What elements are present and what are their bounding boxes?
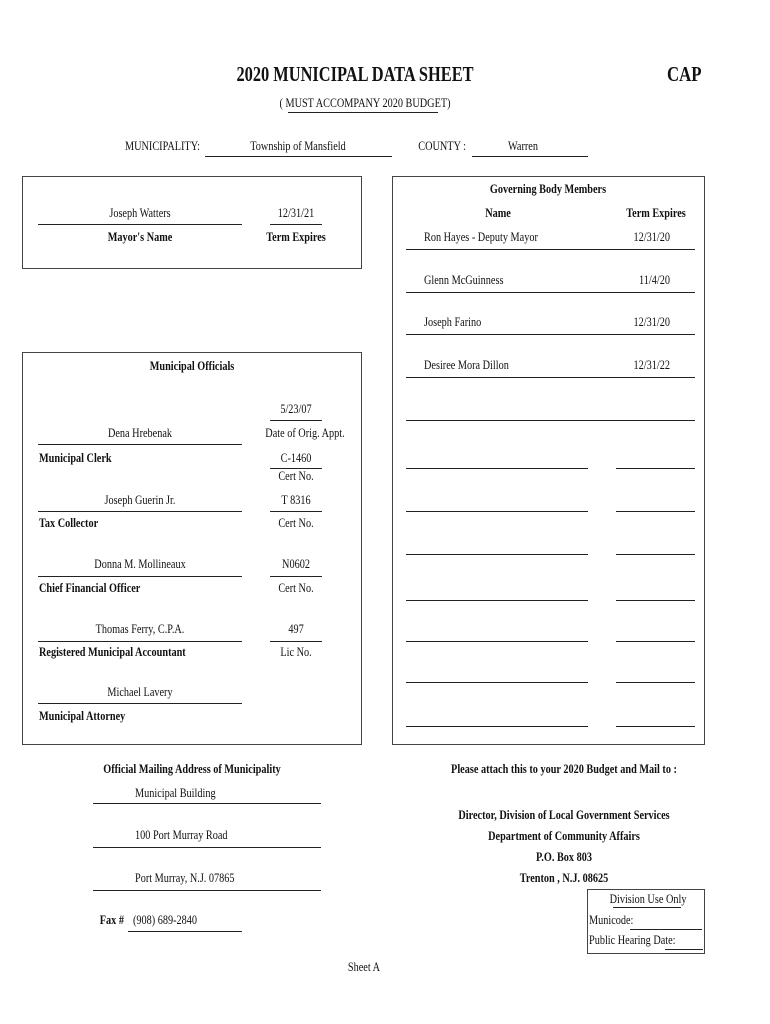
- municipality-value: Township of Mansfield: [250, 139, 346, 153]
- sheet-label: Sheet A: [347, 960, 381, 974]
- governing-body-col-term: Term Expires: [626, 206, 686, 220]
- mayor-name-line: [38, 224, 242, 225]
- municode-label: Municode:: [589, 913, 634, 927]
- mailing-line3-rule: [93, 890, 321, 891]
- county-line: [472, 156, 588, 157]
- mailing-line3: Port Murray, N.J. 07865: [135, 871, 235, 885]
- cfo-cert: N0602: [282, 557, 310, 571]
- subtitle-underline: [288, 112, 438, 113]
- mailing-line2-rule: [93, 847, 321, 848]
- collector-role: Tax Collector: [39, 516, 99, 530]
- clerk-cert: C-1460: [280, 451, 312, 465]
- member-name: Joseph Farino: [424, 315, 482, 329]
- municipality-line: [205, 156, 392, 157]
- collector-name-line: [38, 511, 242, 512]
- page-subtitle: ( MUST ACCOMPANY 2020 BUDGET): [279, 96, 451, 110]
- member-line: [406, 334, 695, 335]
- mayor-name-label: Mayor's Name: [107, 230, 173, 244]
- clerk-name: Dena Hrebenak: [107, 426, 173, 440]
- fax-rule: [128, 931, 242, 932]
- county-value: Warren: [508, 139, 538, 153]
- officials-heading: Municipal Officials: [149, 359, 235, 373]
- member-term: 12/31/20: [633, 230, 670, 244]
- rma-name-line: [38, 641, 242, 642]
- mayor-term-label: Term Expires: [266, 230, 326, 244]
- mayor-box: [22, 176, 362, 269]
- county-label: COUNTY :: [418, 139, 466, 153]
- director-line: Director, Division of Local Government Services: [458, 808, 670, 822]
- member-line-blank: [616, 600, 695, 601]
- governing-body-box: [392, 176, 705, 745]
- member-line-blank: [616, 641, 695, 642]
- member-line-blank: [406, 682, 588, 683]
- cfo-role: Chief Financial Officer: [39, 581, 141, 595]
- rma-name: Thomas Ferry, C.P.A.: [95, 622, 185, 636]
- member-name: Desiree Mora Dillon: [424, 358, 509, 372]
- cfo-name-line: [38, 576, 242, 577]
- clerk-name-line: [38, 444, 242, 445]
- member-line-blank: [616, 682, 695, 683]
- mailing-line1: Municipal Building: [135, 786, 216, 800]
- collector-name: Joseph Guerin Jr.: [104, 493, 176, 507]
- mayor-term-line: [270, 224, 322, 225]
- member-line-blank: [406, 726, 588, 727]
- member-line-blank: [406, 468, 588, 469]
- member-line-blank: [406, 641, 588, 642]
- rma-cert-label: Lic No.: [280, 645, 312, 659]
- clerk-date-line: [270, 420, 322, 421]
- municipality-label: MUNICIPALITY:: [125, 139, 200, 153]
- po-box-line: P.O. Box 803: [535, 850, 593, 864]
- clerk-date-label: Date of Orig. Appt.: [265, 426, 345, 440]
- rma-cert-line: [270, 641, 322, 642]
- rma-cert: 497: [288, 622, 304, 636]
- cfo-cert-line: [270, 576, 322, 577]
- member-line-blank: [406, 554, 588, 555]
- member-line-blank: [406, 600, 588, 601]
- collector-cert-label: Cert No.: [278, 516, 314, 530]
- member-name: Glenn McGuinness: [424, 273, 504, 287]
- governing-body-col-name: Name: [485, 206, 511, 220]
- member-line-blank: [616, 554, 695, 555]
- clerk-date: 5/23/07: [280, 402, 312, 416]
- governing-body-heading: Governing Body Members: [489, 182, 607, 196]
- mailing-line2: 100 Port Murray Road: [135, 828, 228, 842]
- division-heading-underline: [613, 907, 681, 908]
- city-line: Trenton , N.J. 08625: [519, 871, 609, 885]
- mailing-line1-rule: [93, 803, 321, 804]
- hearing-date-label: Public Hearing Date:: [589, 933, 676, 947]
- cfo-name: Donna M. Mollineaux: [94, 557, 186, 571]
- cap-label: CAP: [667, 62, 702, 86]
- member-line: [406, 292, 695, 293]
- mayor-name: Joseph Watters: [109, 206, 171, 220]
- member-line-blank: [616, 726, 695, 727]
- collector-cert: T 8316: [281, 493, 311, 507]
- member-line-blank: [616, 511, 695, 512]
- member-term: 12/31/20: [633, 315, 670, 329]
- member-line-blank: [616, 468, 695, 469]
- mailing-heading: Official Mailing Address of Municipality: [103, 762, 281, 776]
- municode-line: [630, 929, 702, 930]
- rma-role: Registered Municipal Accountant: [39, 645, 186, 659]
- attorney-name-line: [38, 703, 242, 704]
- mayor-term: 12/31/21: [277, 206, 315, 220]
- page-title: 2020 MUNICIPAL DATA SHEET: [236, 62, 474, 86]
- fax-label: Fax #: [99, 913, 124, 927]
- member-line-blank: [406, 511, 588, 512]
- member-line: [406, 249, 695, 250]
- member-line-blank: [406, 420, 695, 421]
- clerk-role: Municipal Clerk: [39, 451, 112, 465]
- department-line: Department of Community Affairs: [488, 829, 640, 843]
- attach-instruction: Please attach this to your 2020 Budget and Mail to :: [451, 762, 677, 776]
- member-name: Ron Hayes - Deputy Mayor: [424, 230, 538, 244]
- collector-cert-line: [270, 511, 322, 512]
- member-term: 11/4/20: [639, 273, 670, 287]
- cfo-cert-label: Cert No.: [278, 581, 314, 595]
- attorney-role: Municipal Attorney: [39, 709, 126, 723]
- division-use-heading: Division Use Only: [609, 892, 687, 906]
- fax-value: (908) 689-2840: [133, 913, 198, 927]
- member-line: [406, 377, 695, 378]
- clerk-cert-label: Cert No.: [278, 469, 314, 483]
- attorney-name: Michael Lavery: [107, 685, 173, 699]
- hearing-date-line: [665, 949, 703, 950]
- member-term: 12/31/22: [633, 358, 670, 372]
